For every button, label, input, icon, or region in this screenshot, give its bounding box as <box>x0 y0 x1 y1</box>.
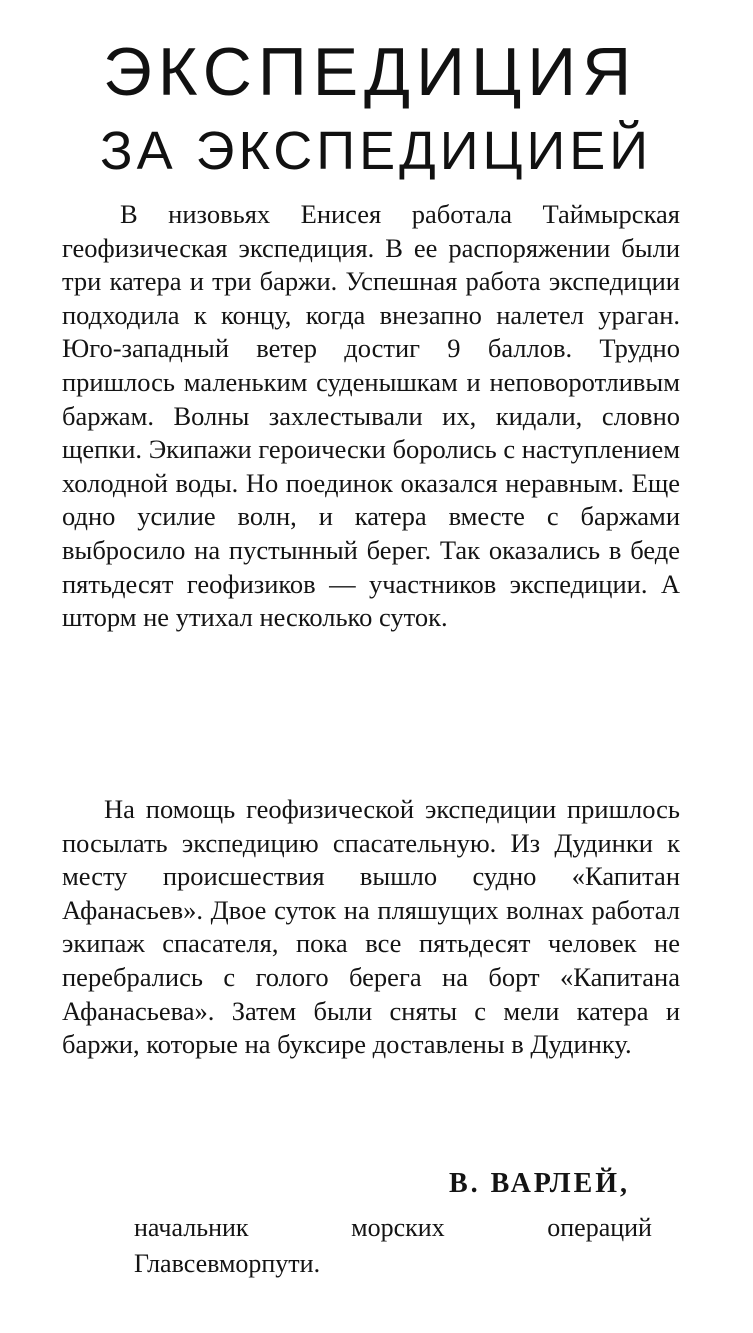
headline-line-2: ЗА ЭКСПЕДИЦИЕЙ <box>100 121 653 181</box>
author-position-word: начальник <box>134 1213 249 1242</box>
author-position <box>134 1210 652 1282</box>
author-position-line-1 <box>134 1210 652 1246</box>
author-signature: В. ВАРЛЕЙ, <box>449 1168 631 1199</box>
article-paragraph-2: На помощь геофизической экспедиции пришлось посылать экспедицию спасательную. Из Дудинки к месту происшествия вышло судно «Капитан Афанасьев». Двое суток на пляшущих волнах работал экипаж спасателя, пока все пятьдесят человек не перебрались с голого берега на борт «Капитана Афанасьева». Затем были сняты с мели катера и баржи, которые на буксире доставлены в Дудинку. <box>62 794 680 1060</box>
headline-line-1: ЭКСПЕДИЦИЯ <box>103 34 638 110</box>
author-position-word: операций <box>547 1213 652 1242</box>
author-position-word: морских <box>351 1213 445 1242</box>
article-paragraph-1: В низовьях Енисея работала Таймырская геофизическая экспедиция. В ее распоряжении были три катера и три баржи. Успешная работа экспедиции подходила к концу, когда внезапно налетел ураган. Юго-западный ветер достиг 9 баллов. Трудно пришлось маленьким суденышкам и неповоротливым баржам. Волны захлестывали их, кидали, словно щепки. Экипажи героически боролись с наступлением холодной воды. Но поединок оказался неравным. Еще одно усилие волн, и катера вместе с баржами выбросило на пустынный берег. Так оказались в беде пятьдесят геофизиков — участников экспедиции. А шторм не утихал несколько суток. <box>62 199 680 633</box>
author-position-line-2: Главсевморпути. <box>134 1249 321 1278</box>
